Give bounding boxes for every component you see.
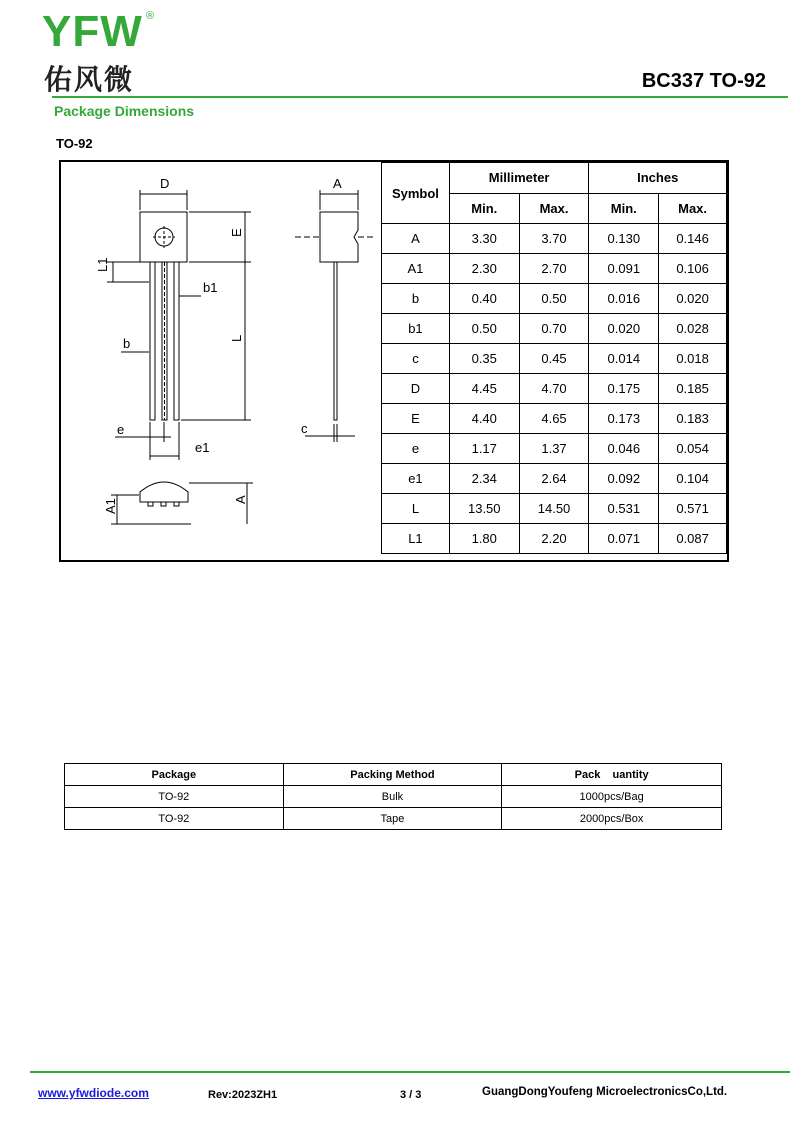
cell-pack-quantity: 1000pcs/Bag [502, 786, 722, 808]
cell-mm-max: 0.70 [519, 314, 589, 344]
table-row [65, 786, 722, 808]
cell-in-min: 0.014 [589, 344, 659, 374]
cell-mm-max: 3.70 [519, 224, 589, 254]
table-row [382, 254, 727, 284]
table-row [382, 404, 727, 434]
cell-mm-min: 2.34 [449, 464, 519, 494]
website-link[interactable]: www.yfwdiode.com [38, 1086, 149, 1100]
cell-in-min: 0.091 [589, 254, 659, 284]
cell-in-max: 0.018 [659, 344, 727, 374]
cell-in-min: 0.130 [589, 224, 659, 254]
label-L: L [229, 334, 244, 342]
cell-in-max: 0.020 [659, 284, 727, 314]
cell-in-max: 0.028 [659, 314, 727, 344]
table-row [382, 494, 727, 524]
logo-latin-text: YFW [42, 7, 143, 56]
cell-mm-max: 4.70 [519, 374, 589, 404]
cell-in-min: 0.175 [589, 374, 659, 404]
package-header: Package [65, 764, 284, 786]
label-A1: A1 [103, 498, 118, 514]
footer-divider [30, 1071, 790, 1073]
table-row [382, 344, 727, 374]
label-e: e [117, 422, 125, 437]
cell-in-max: 0.146 [659, 224, 727, 254]
cell-packing-method: Tape [283, 808, 502, 830]
label-e1: e1 [195, 440, 210, 455]
table-row [382, 434, 727, 464]
cell-package: TO-92 [65, 786, 284, 808]
table-row [382, 284, 727, 314]
cell-in-min: 0.531 [589, 494, 659, 524]
cell-mm-max: 2.64 [519, 464, 589, 494]
cell-mm-min: 1.17 [449, 434, 519, 464]
cell-mm-min: 2.30 [449, 254, 519, 284]
pack-quantity-header: Pack uantity [502, 764, 722, 786]
cell-mm-min: 4.40 [449, 404, 519, 434]
cell-mm-min: 4.45 [449, 374, 519, 404]
dimensions-table [381, 162, 727, 554]
cell-in-min: 0.071 [589, 524, 659, 554]
cell-mm-max: 0.45 [519, 344, 589, 374]
in-min-header: Min. [589, 193, 659, 224]
packing-table [64, 763, 722, 830]
cell-symbol: A1 [382, 254, 450, 284]
cell-symbol: L [382, 494, 450, 524]
cell-in-min: 0.046 [589, 434, 659, 464]
inches-header: Inches [589, 163, 727, 194]
package-label: TO-92 [56, 136, 93, 151]
cell-in-min: 0.016 [589, 284, 659, 314]
in-max-header: Max. [659, 193, 727, 224]
footer-website[interactable] [38, 1086, 149, 1100]
cell-symbol: e1 [382, 464, 450, 494]
cell-in-max: 0.571 [659, 494, 727, 524]
table-row [382, 524, 727, 554]
registered-mark: ® [146, 10, 155, 22]
mm-min-header: Min. [449, 193, 519, 224]
cell-in-max: 0.054 [659, 434, 727, 464]
mm-max-header: Max. [519, 193, 589, 224]
cell-in-max: 0.087 [659, 524, 727, 554]
header-divider [52, 96, 788, 98]
label-b1: b1 [203, 280, 218, 295]
label-c: c [301, 421, 308, 436]
packing-method-header: Packing Method [283, 764, 502, 786]
cell-in-max: 0.106 [659, 254, 727, 284]
label-A-top: A [333, 176, 342, 191]
symbol-header: Symbol [382, 163, 450, 224]
footer-page-number: 3 / 3 [400, 1089, 422, 1101]
cell-mm-max: 1.37 [519, 434, 589, 464]
cell-mm-max: 2.70 [519, 254, 589, 284]
cell-in-max: 0.183 [659, 404, 727, 434]
label-L1: L1 [95, 257, 110, 272]
cell-symbol: A [382, 224, 450, 254]
dimensions-panel [59, 160, 729, 562]
cell-package: TO-92 [65, 808, 284, 830]
cell-mm-max: 14.50 [519, 494, 589, 524]
cell-mm-max: 0.50 [519, 284, 589, 314]
cell-in-max: 0.185 [659, 374, 727, 404]
millimeter-header: Millimeter [449, 163, 589, 194]
logo-chinese-text: 佑风微 [44, 63, 135, 96]
cell-in-min: 0.173 [589, 404, 659, 434]
cell-in-min: 0.092 [589, 464, 659, 494]
company-logo [42, 8, 162, 96]
label-E: E [229, 228, 244, 237]
cell-symbol: e [382, 434, 450, 464]
cell-mm-min: 0.40 [449, 284, 519, 314]
cell-in-max: 0.104 [659, 464, 727, 494]
footer-company: GuangDongYoufeng MicroelectronicsCo,Ltd. [482, 1086, 728, 1098]
table-row [382, 374, 727, 404]
package-outline-drawing [61, 162, 381, 560]
cell-mm-min: 0.50 [449, 314, 519, 344]
cell-symbol: D [382, 374, 450, 404]
label-b: b [123, 336, 131, 351]
cell-mm-max: 4.65 [519, 404, 589, 434]
cell-pack-quantity: 2000pcs/Box [502, 808, 722, 830]
cell-mm-max: 2.20 [519, 524, 589, 554]
document-title: BC337 TO-92 [641, 70, 766, 92]
cell-symbol: E [382, 404, 450, 434]
label-A-bottom: A [233, 495, 248, 504]
cell-packing-method: Bulk [283, 786, 502, 808]
table-row [65, 808, 722, 830]
cell-mm-min: 3.30 [449, 224, 519, 254]
cell-mm-min: 0.35 [449, 344, 519, 374]
table-row [382, 314, 727, 344]
cell-symbol: c [382, 344, 450, 374]
table-row [382, 464, 727, 494]
cell-mm-min: 13.50 [449, 494, 519, 524]
section-title: Package Dimensions [54, 103, 195, 119]
cell-symbol: b [382, 284, 450, 314]
cell-mm-min: 1.80 [449, 524, 519, 554]
cell-symbol: L1 [382, 524, 450, 554]
cell-symbol: b1 [382, 314, 450, 344]
label-D: D [160, 176, 170, 191]
cell-in-min: 0.020 [589, 314, 659, 344]
footer-revision: Rev:2023ZH1 [208, 1089, 278, 1101]
table-row [382, 224, 727, 254]
